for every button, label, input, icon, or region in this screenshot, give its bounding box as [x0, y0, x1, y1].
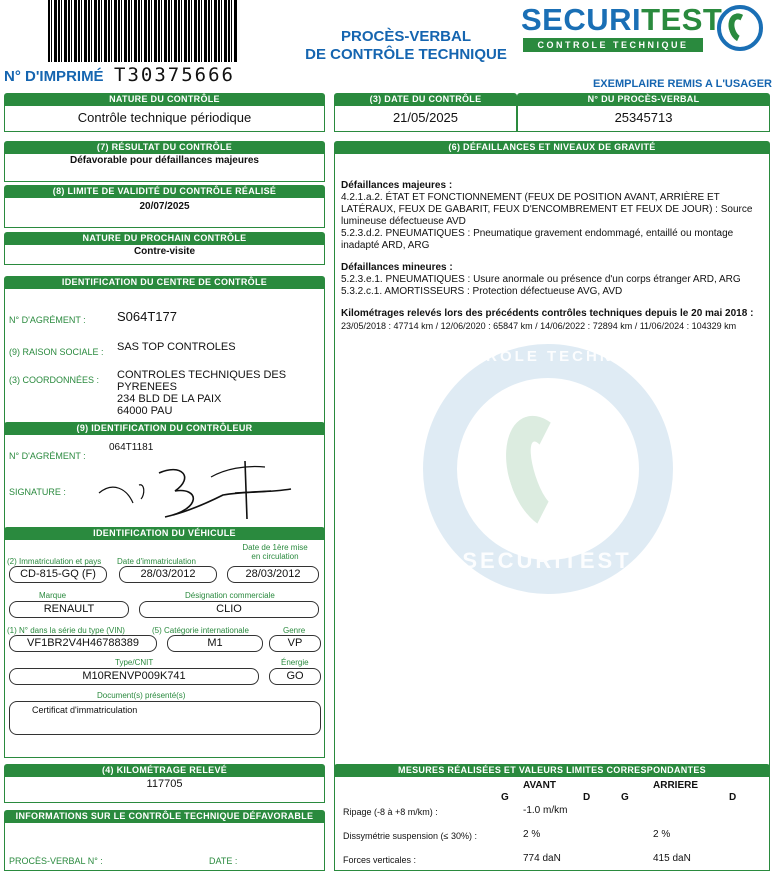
infos-date-label: DATE :	[209, 856, 238, 866]
mesures-avant-d: D	[583, 792, 591, 803]
nature-value: Contrôle technique périodique	[4, 106, 325, 132]
pv-section	[517, 93, 770, 132]
mesures-avant-g: G	[501, 792, 509, 803]
brand-logo	[521, 3, 771, 55]
kilometrage-section	[4, 764, 325, 803]
designation-label: Désignation commerciale	[185, 591, 275, 600]
validite-title: (8) LIMITE DE VALIDITÉ DU CONTRÔLE RÉALISÉ	[4, 185, 325, 198]
centre-agrement-label: N° D'AGRÉMENT :	[9, 315, 86, 325]
imprime-line	[4, 64, 235, 86]
mesure-arriere-value: 415 daN	[653, 853, 691, 864]
mesure-avant-value: 2 %	[523, 829, 541, 840]
watermark-ring-text: CONTROLE TECHNIQUE	[431, 348, 663, 365]
date-value: 21/05/2025	[334, 106, 517, 132]
brand-emblem-icon	[717, 5, 763, 51]
categorie-label: (5) Catégorie internationale	[152, 626, 249, 635]
mineures-title: Défaillances mineures :	[341, 262, 453, 273]
doc-title-line2: DE CONTRÔLE TECHNIQUE	[305, 46, 507, 63]
date-title: (3) DATE DU CONTRÔLE	[334, 93, 517, 106]
centre-section	[4, 276, 325, 425]
nature-section	[4, 93, 325, 132]
imprime-number: T30375666	[114, 64, 235, 86]
immat-value: CD-815-GQ (F)	[9, 566, 107, 583]
resultat-title: (7) RÉSULTAT DU CONTRÔLE	[4, 141, 325, 154]
vehicule-section	[4, 527, 325, 758]
centre-agrement-value: S064T177	[117, 309, 177, 324]
mesure-label: Ripage (-8 à +8 m/km) :	[343, 807, 438, 817]
validite-section	[4, 185, 325, 228]
pv-title: N° DU PROCÈS-VERBAL	[517, 93, 770, 106]
coord-line-2: PYRENEES	[117, 381, 177, 393]
kilometrage-title: (4) KILOMÉTRAGE RELEVÉ	[4, 764, 325, 777]
mesures-arriere-g: G	[621, 792, 629, 803]
brand-name-2: TEST	[641, 2, 723, 37]
centre-title: IDENTIFICATION DU CENTRE DE CONTRÔLE	[4, 276, 325, 289]
mesure-label: Forces verticales :	[343, 855, 417, 865]
mesures-section	[334, 764, 770, 871]
documents-label: Document(s) présenté(s)	[97, 691, 186, 700]
coord-line-3: 234 BLD DE LA PAIX	[117, 393, 222, 405]
controleur-title: (9) IDENTIFICATION DU CONTRÔLEUR	[4, 422, 325, 435]
km-history-title: Kilométrages relevés lors des précédents contrôles techniques depuis le 20 mai 2018 :	[341, 308, 754, 319]
km-history-text: 23/05/2018 : 47714 km / 12/06/2020 : 65847 km / 14/06/2022 : 72894 km / 11/06/2024 : 104329 km	[341, 321, 737, 331]
prochain-title: NATURE DU PROCHAIN CONTRÔLE	[4, 232, 325, 245]
watermark-bottom-text: SECURITEST	[462, 548, 632, 573]
imprime-label: N° D'IMPRIMÉ	[4, 68, 104, 85]
pv-value: 25345713	[517, 106, 770, 132]
majeure-item: 5.2.3.d.2. PNEUMATIQUES : Pneumatique gravement endommagé, entaillé ou montage inadapté ARD, ARG	[341, 228, 734, 251]
coord-line-1: CONTROLES TECHNIQUES DES	[117, 369, 287, 381]
majeure-item: 4.2.1.a.2. ÉTAT ET FONCTIONNEMENT (FEUX DE POSITION AVANT, ARRIÈRE ET LATÉRAUX, FEUX DE GABARIT, FEUX D'ENCOMBREMENT ET FEUX DE JOUR) : Source lumineuse défectueuse AVD	[341, 192, 753, 227]
copy-note: EXEMPLAIRE REMIS A L'USAGER	[592, 78, 772, 90]
genre-label: Genre	[283, 626, 306, 635]
premiere-value: 28/03/2012	[227, 566, 319, 583]
genre-value: VP	[269, 635, 321, 652]
watermark-logo	[423, 344, 673, 594]
premiere-label-1: Date de 1ère mise	[242, 543, 308, 552]
brand-sub: CONTROLE TECHNIQUE	[523, 38, 703, 52]
infos-defav-section	[4, 810, 325, 871]
controleur-section	[4, 422, 325, 530]
resultat-section	[4, 141, 325, 182]
validite-value: 20/07/2025	[4, 198, 325, 228]
immat-label: (2) Immatriculation et pays	[7, 557, 102, 566]
nature-title: NATURE DU CONTRÔLE	[4, 93, 325, 106]
defaillances-title: (6) DÉFAILLANCES ET NIVEAUX DE GRAVITÉ	[334, 141, 770, 154]
controleur-agrement-label: N° D'AGRÉMENT :	[9, 451, 86, 461]
barcode	[48, 0, 238, 62]
doc-title-line1: PROCÈS-VERBAL	[340, 28, 471, 45]
infos-pv-label: PROCÈS-VERBAL N° :	[9, 856, 103, 866]
premiere-label	[227, 543, 323, 561]
type-label: Type/CNIT	[115, 658, 154, 667]
date-section	[334, 93, 517, 132]
premiere-label-2: en circulation	[251, 552, 299, 561]
signature-label: SIGNATURE :	[9, 487, 66, 497]
mesure-arriere-value: 2 %	[653, 829, 671, 840]
mesure-avant-value: 774 daN	[523, 853, 561, 864]
vin-value: VF1BR2V4H46788389	[9, 635, 157, 652]
defaillances-section	[334, 141, 770, 772]
prochain-section	[4, 232, 325, 265]
marque-label: Marque	[39, 591, 67, 600]
energie-label: Énergie	[281, 658, 309, 667]
kilometrage-value: 117705	[4, 777, 325, 803]
signature-image	[95, 455, 295, 527]
mesure-label: Dissymétrie suspension (≤ 30%) :	[343, 831, 477, 841]
marque-value: RENAULT	[9, 601, 129, 618]
resultat-value: Défavorable pour défaillances majeures	[4, 154, 325, 182]
vehicule-title: IDENTIFICATION DU VÉHICULE	[4, 527, 325, 540]
mesures-arriere-header: ARRIERE	[653, 780, 699, 791]
coord-line-4: 64000 PAU	[117, 405, 173, 417]
mesures-title: MESURES RÉALISÉES ET VALEURS LIMITES CORRESPONDANTES	[334, 764, 770, 777]
controleur-agrement-value: 064T1181	[109, 442, 154, 453]
date-immat-label: Date d'immatriculation	[117, 557, 196, 566]
prochain-value: Contre-visite	[4, 245, 325, 265]
infos-defav-title: INFORMATIONS SUR LE CONTRÔLE TECHNIQUE DÉFAVORABLE	[4, 810, 325, 823]
coordonnees-value	[117, 369, 286, 417]
mesures-avant-header: AVANT	[523, 780, 556, 791]
raison-sociale-value: SAS TOP CONTROLES	[117, 341, 236, 353]
mineure-item: 5.3.2.c.1. AMORTISSEURS : Protection défectueuse AVG, AVD	[341, 286, 623, 297]
mesure-avant-value: -1.0 m/km	[523, 805, 568, 816]
brand-name-1: SECURI	[521, 2, 642, 37]
type-value: M10RENVP009K741	[9, 668, 259, 685]
date-immat-value: 28/03/2012	[119, 566, 217, 583]
vin-label: (1) N° dans la série du type (VIN)	[7, 626, 125, 635]
energie-value: GO	[269, 668, 321, 685]
designation-value: CLIO	[139, 601, 319, 618]
defaillances-text	[341, 180, 761, 333]
raison-sociale-label: (9) RAISON SOCIALE :	[9, 347, 104, 357]
majeures-title: Défaillances majeures :	[341, 180, 453, 191]
coordonnees-label: (3) COORDONNÉES :	[9, 375, 100, 385]
mesures-arriere-d: D	[729, 792, 737, 803]
mineure-item: 5.2.3.e.1. PNEUMATIQUES : Usure anormale ou présence d'un corps étranger ARD, ARG	[341, 274, 741, 285]
documents-value: Certificat d'immatriculation	[9, 701, 321, 735]
categorie-value: M1	[167, 635, 263, 652]
